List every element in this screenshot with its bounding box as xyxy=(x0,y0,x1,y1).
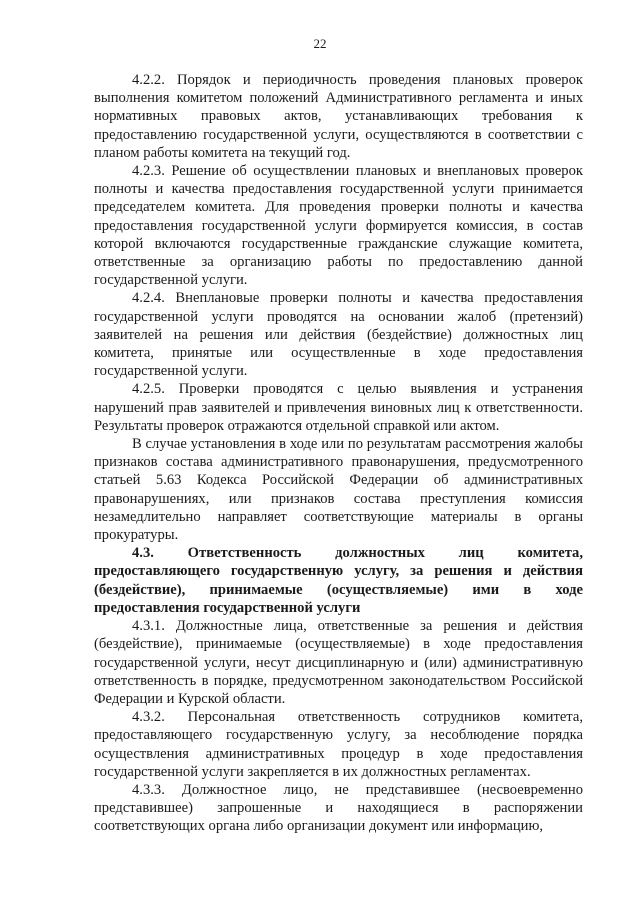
paragraph-4-2-3: 4.2.3. Решение об осуществлении плановых и внеплановых проверок полноты и качества предоставления государственной услуги принимается председателем комитета. Для проведения проверки полноты и качества предоставления государственной услуги формируется комиссия, в состав которой включаются государственные гражданские служащие комитета, ответственные за организацию работы по предоставлению данной государственной услуги. xyxy=(94,163,583,289)
paragraph-prosecution: В случае установления в ходе или по результатам рассмотрения жалобы признаков состава административного правонарушения, предусмотренного статьей 5.63 Кодекса Российской Федерации об административных правонарушениях, или признаков состава преступления комиссия незамедлительно направляет соответствующие материалы в органы прокуратуры. xyxy=(94,436,583,544)
paragraph-4-3-2: 4.3.2. Персональная ответственность сотрудников комитета, предоставляющего государственную услугу, за несоблюдение порядка осуществления административных процедур в ходе предоставления государственной услуги закрепляется в их должностных регламентах. xyxy=(94,709,583,780)
paragraph-4-2-5: 4.2.5. Проверки проводятся с целью выявления и устранения нарушений прав заявителей и привлечения виновных лиц к ответственности. Результаты проверок отражаются отдельной справкой или актом. xyxy=(94,381,583,434)
section-heading-4-3: 4.3. Ответственность должностных лиц комитета, предоставляющего государственную услугу, за решения и действия (бездействие), принимаемые (осуществляемые) ими в ходе предоставления государственной услуги xyxy=(94,545,583,616)
page-number: 22 xyxy=(313,36,327,51)
paragraph-4-2-2: 4.2.2. Порядок и периодичность проведения плановых проверок выполнения комитетом положений Административного регламента и иных нормативных правовых актов, устанавливающих требования к предоставлению государственной услуги, осуществляются в соответствии с планом работы комитета на текущий год. xyxy=(94,72,583,161)
paragraph-4-3-1: 4.3.1. Должностные лица, ответственные за решения и действия (бездействие), принимаемые (осуществляемые) в ходе предоставления государственной услуги, несут дисциплинарную и (или) административную ответственность в порядке, предусмотренном законодательством Российской Федерации и Курской области. xyxy=(94,618,583,707)
document-body xyxy=(94,71,583,836)
paragraph-4-3-3: 4.3.3. Должностное лицо, не представившее (несвоевременно представившее) запрошенные и находящиеся в распоряжении соответствующих органа либо организации документ или информацию, xyxy=(94,781,583,835)
paragraph-4-2-4: 4.2.4. Внеплановые проверки полноты и качества предоставления государственной услуги проводятся на основании жалоб (претензий) заявителей на решения или действия (бездействие) должностных лиц комитета, принятые или осуществленные в ходе предоставления государственной услуги. xyxy=(94,290,583,380)
